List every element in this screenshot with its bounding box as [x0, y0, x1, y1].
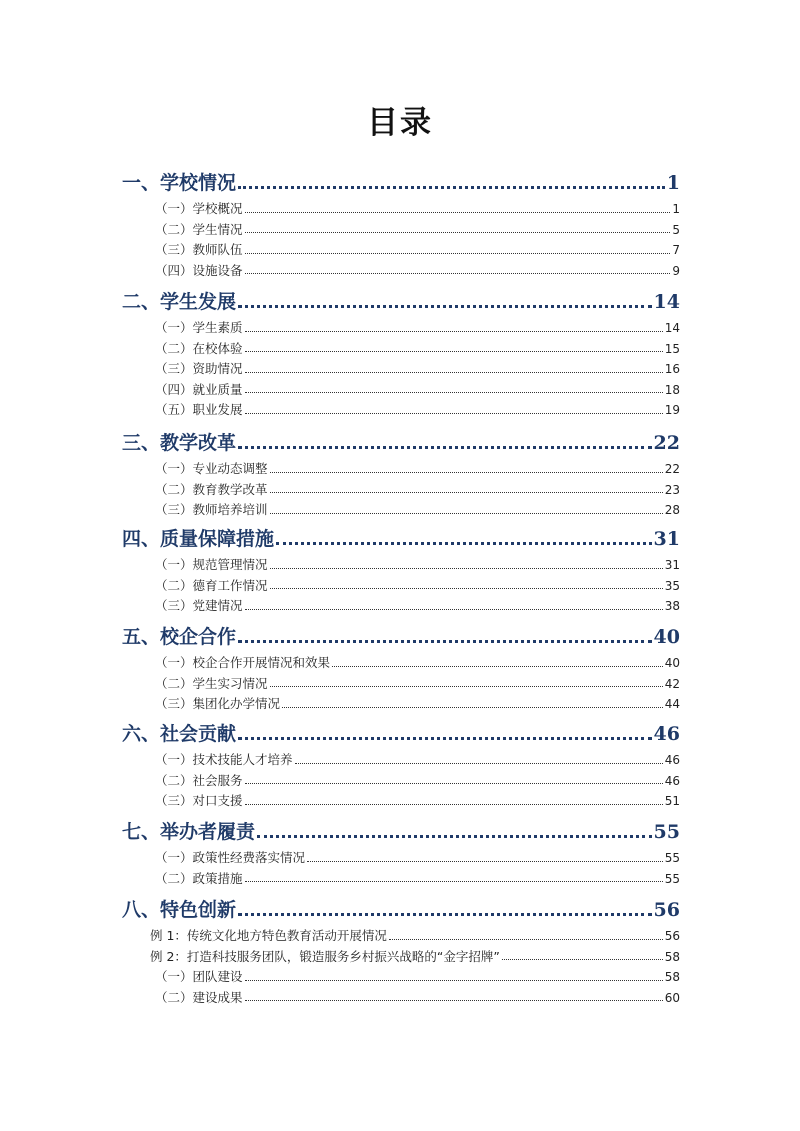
toc-subsection-label: （三）教师队伍	[155, 242, 243, 258]
toc-section-page-number: 55	[653, 821, 680, 843]
dot-leader	[270, 588, 663, 589]
toc-section-page-number: 1	[666, 172, 680, 194]
dot-leader	[245, 212, 671, 213]
toc-subsection-label: （三）教师培养培训	[155, 502, 268, 518]
toc-subsection-label: （一）团队建设	[155, 969, 243, 985]
dot-leader	[245, 881, 663, 882]
toc-subsection-page-number: 56	[664, 929, 680, 943]
toc-subsection-label: （二）政策措施	[155, 870, 243, 886]
toc-subsection-label: （一）专业动态调整	[155, 461, 268, 476]
toc-subsection-page-number: 23	[664, 482, 680, 497]
toc-subsection-page-number: 51	[664, 794, 680, 809]
toc-subsection-label: （二）德育工作情况	[155, 577, 268, 593]
dot-leader	[276, 542, 652, 545]
toc-subsection-entry[interactable]	[155, 380, 680, 400]
toc-subsection-entry[interactable]	[155, 400, 680, 420]
dot-leader	[389, 939, 663, 940]
toc-section-entry[interactable]	[122, 624, 680, 650]
toc-subsection-page-number: 1	[672, 202, 680, 216]
toc-subsection-label: （二）学生实习情况	[155, 675, 268, 691]
toc-subsection-label: 例 2：打造科技服务团队，锻造服务乡村振兴战略的“金字招牌”	[150, 948, 500, 964]
toc-section-entry[interactable]	[122, 289, 680, 315]
toc-section-label: 二、学生发展	[122, 291, 237, 313]
toc-subsection-entry[interactable]	[155, 480, 680, 500]
toc-subsection-label: （一）学生素质	[155, 320, 243, 335]
toc-subsection-entry[interactable]	[155, 500, 680, 520]
dot-leader	[245, 392, 663, 393]
toc-section-page-number: 14	[653, 291, 680, 313]
toc-subsection-page-number: 55	[664, 871, 680, 886]
toc-subsection-page-number: 16	[664, 362, 680, 377]
dot-leader	[245, 980, 663, 981]
toc-subsection-page-number: 40	[664, 656, 680, 670]
dot-leader	[245, 273, 671, 274]
toc-section-entry[interactable]	[122, 526, 680, 552]
dot-leader	[245, 232, 671, 233]
toc-subsection-entry[interactable]	[155, 674, 680, 694]
dot-leader	[245, 253, 671, 254]
dot-leader	[245, 351, 663, 352]
toc-subsection-label: （五）职业发展	[155, 402, 243, 418]
toc-section-label: 五、校企合作	[122, 626, 237, 648]
dot-leader	[245, 1000, 663, 1001]
toc-subsection-entry[interactable]	[155, 576, 680, 596]
dot-leader	[238, 186, 665, 189]
toc-subsection-page-number: 22	[664, 462, 680, 476]
dot-leader	[238, 446, 652, 449]
toc-subsection-entry[interactable]	[155, 555, 680, 575]
toc-subsection-entry[interactable]	[155, 988, 680, 1008]
toc-subsection-label: （二）教育教学改革	[155, 481, 268, 497]
toc-subsection-page-number: 55	[664, 851, 680, 865]
toc-section-entry[interactable]	[122, 170, 680, 196]
toc-subsection-entry[interactable]	[155, 750, 680, 770]
toc-subsection-label: （一）学校概况	[155, 201, 243, 216]
toc-section-label: 三、教学改革	[122, 432, 237, 454]
toc-subsection-label: （三）对口支援	[155, 793, 243, 809]
toc-subsection-label: （二）社会服务	[155, 772, 243, 788]
toc-subsection-page-number: 58	[664, 970, 680, 985]
toc-section-entry[interactable]	[122, 430, 680, 456]
dot-leader	[502, 959, 663, 960]
toc-section-entry[interactable]	[122, 721, 680, 747]
dot-leader	[245, 331, 663, 332]
dot-leader	[257, 835, 652, 838]
dot-leader	[270, 568, 663, 569]
dot-leader	[245, 609, 663, 610]
toc-subsection-label: （二）在校体验	[155, 340, 243, 356]
toc-subsection-page-number: 7	[672, 243, 680, 258]
toc-subsection-label: （二）学生情况	[155, 221, 243, 237]
dot-leader	[245, 372, 663, 373]
toc-subsection-label: （一）规范管理情况	[155, 557, 268, 572]
dot-leader	[238, 640, 652, 643]
toc-subsection-entry[interactable]	[155, 220, 680, 240]
toc-subsection-entry[interactable]	[155, 318, 680, 338]
dot-leader	[238, 305, 652, 308]
toc-section-label: 七、举办者履责	[122, 821, 256, 843]
toc-subsection-label: （一）政策性经费落实情况	[155, 850, 306, 865]
toc-subsection-label: （四）就业质量	[155, 381, 243, 397]
dot-leader	[238, 737, 652, 740]
toc-subsection-label: （三）集团化办学情况	[155, 696, 281, 712]
toc-subsection-entry[interactable]	[155, 967, 680, 987]
toc-subsection-label: （三）党建情况	[155, 598, 243, 614]
toc-section-page-number: 31	[653, 528, 680, 550]
toc-subsection-entry[interactable]	[155, 359, 680, 379]
toc-subsection-entry[interactable]	[155, 694, 680, 714]
toc-section-label: 八、特色创新	[122, 899, 237, 921]
dot-leader	[282, 707, 663, 708]
toc-subsection-entry[interactable]	[155, 771, 680, 791]
toc-subsection-page-number: 5	[672, 222, 680, 237]
toc-section-label: 一、学校情况	[122, 172, 237, 194]
toc-subsection-entry[interactable]	[155, 869, 680, 889]
toc-subsection-entry[interactable]	[155, 791, 680, 811]
toc-subsection-page-number: 18	[664, 382, 680, 397]
toc-subsection-page-number: 42	[664, 676, 680, 691]
toc-subsection-page-number: 35	[664, 578, 680, 593]
dot-leader	[295, 763, 663, 764]
toc-subsection-page-number: 46	[664, 753, 680, 767]
toc-subsection-entry[interactable]	[155, 240, 680, 260]
dot-leader	[270, 686, 663, 687]
toc-example-entry[interactable]	[150, 926, 680, 946]
toc-subsection-page-number: 38	[664, 599, 680, 614]
dot-leader	[270, 513, 663, 514]
dot-leader	[270, 492, 663, 493]
toc-subsection-entry[interactable]	[155, 199, 680, 219]
toc-subsection-page-number: 14	[664, 321, 680, 335]
toc-section-page-number: 46	[653, 723, 680, 745]
toc-section-entry[interactable]	[122, 897, 680, 923]
toc-subsection-page-number: 15	[664, 341, 680, 356]
dot-leader	[238, 913, 652, 916]
toc-subsection-label: （一）校企合作开展情况和效果	[155, 655, 331, 670]
toc-example-entry[interactable]	[150, 947, 680, 967]
toc-section-page-number: 56	[653, 899, 680, 921]
dot-leader	[245, 804, 663, 805]
dot-leader	[270, 472, 663, 473]
toc-subsection-entry[interactable]	[155, 459, 680, 479]
toc-section-label: 六、社会贡献	[122, 723, 237, 745]
toc-subsection-page-number: 28	[664, 503, 680, 518]
dot-leader	[245, 783, 663, 784]
toc-section-page-number: 40	[653, 626, 680, 648]
page-title: 目录	[367, 105, 433, 141]
toc-section-label: 四、质量保障措施	[122, 528, 275, 550]
toc-subsection-label: 例 1：传统文化地方特色教育活动开展情况	[150, 928, 387, 943]
toc-subsection-page-number: 31	[664, 558, 680, 572]
toc-subsection-label: （二）建设成果	[155, 989, 243, 1005]
toc-subsection-label: （三）资助情况	[155, 361, 243, 377]
toc-section-page-number: 22	[653, 432, 680, 454]
toc-section-entry[interactable]	[122, 819, 680, 845]
toc-subsection-page-number: 44	[664, 697, 680, 712]
dot-leader	[332, 666, 663, 667]
toc-subsection-entry[interactable]	[155, 848, 680, 868]
toc-subsection-entry[interactable]	[155, 596, 680, 616]
toc-subsection-entry[interactable]	[155, 261, 680, 281]
toc-subsection-page-number: 9	[672, 263, 680, 278]
toc-subsection-page-number: 58	[664, 949, 680, 964]
toc-subsection-label: （一）技术技能人才培养	[155, 752, 293, 767]
toc-subsection-page-number: 19	[664, 403, 680, 418]
dot-leader	[245, 413, 663, 414]
toc-subsection-entry[interactable]	[155, 653, 680, 673]
toc-subsection-label: （四）设施设备	[155, 262, 243, 278]
toc-subsection-page-number: 60	[664, 990, 680, 1005]
toc-subsection-entry[interactable]	[155, 339, 680, 359]
toc-subsection-page-number: 46	[664, 773, 680, 788]
dot-leader	[307, 861, 663, 862]
